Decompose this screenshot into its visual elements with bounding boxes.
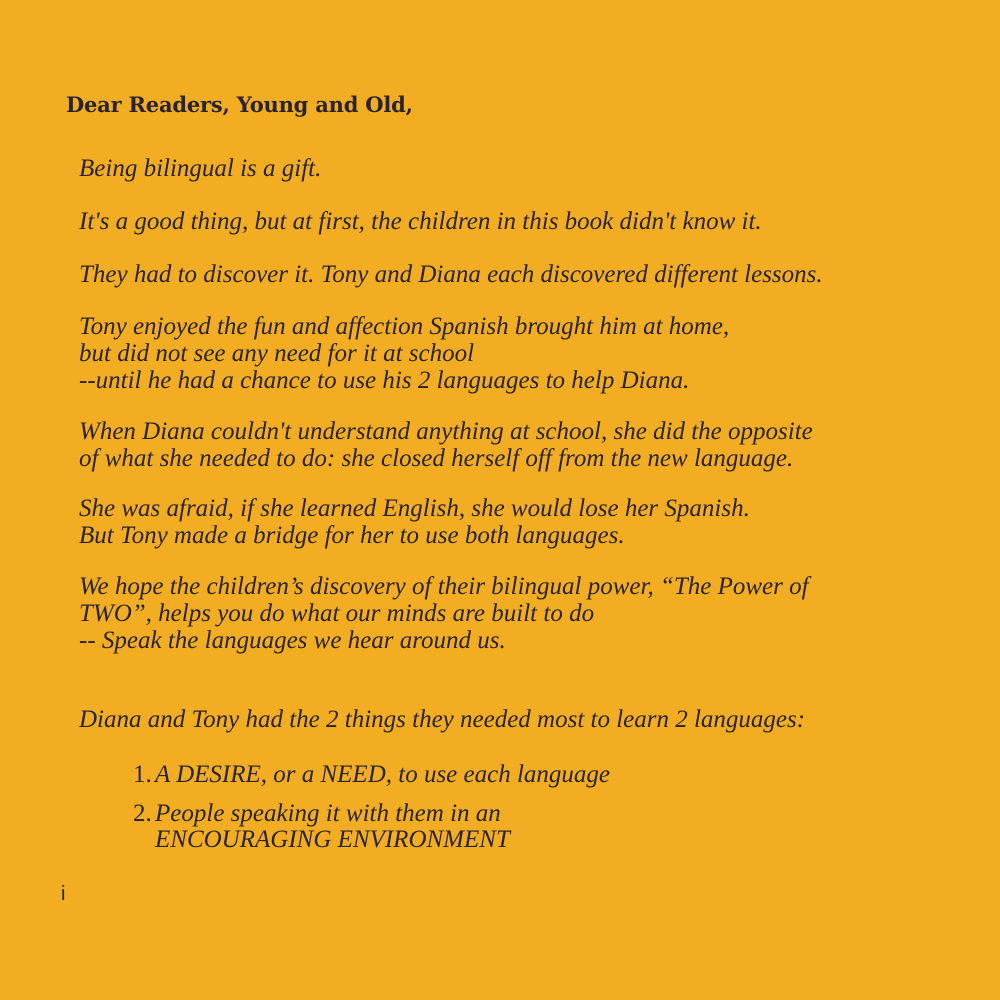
salutation-heading: Dear Readers, Young and Old, [66, 92, 413, 117]
paragraph-line: She was afraid, if she learned English, she would lose her Spanish. [79, 495, 750, 522]
paragraph-line: When Diana couldn't understand anything at school, she did the opposite [79, 418, 813, 445]
list-item [133, 800, 501, 827]
list-item-continuation [133, 826, 510, 853]
list-item-text: ENCOURAGING ENVIRONMENT [155, 826, 510, 853]
paragraph-line: We hope the children’s discovery of their bilingual power, “The Power of [79, 573, 809, 600]
paragraph-line: Being bilingual is a gift. [79, 155, 322, 182]
paragraph-line: of what she needed to do: she closed herself off from the new language. [79, 445, 794, 472]
paragraph-line: but did not see any need for it at school [79, 340, 475, 367]
list-item [133, 761, 610, 788]
paragraph-line: Diana and Tony had the 2 things they needed most to learn 2 languages: [79, 706, 806, 733]
page-number: i [61, 883, 66, 905]
paragraph-line: But Tony made a bridge for her to use both languages. [79, 522, 625, 549]
list-item-text: People speaking it with them in an [155, 800, 501, 827]
paragraph-line: TWO”, helps you do what our minds are built to do [79, 600, 595, 627]
paragraph-line: Tony enjoyed the fun and affection Spanish brought him at home, [79, 313, 730, 340]
list-number: 1. [133, 761, 152, 788]
list-number: 2. [133, 800, 152, 827]
paragraph-line: --until he had a chance to use his 2 languages to help Diana. [79, 367, 690, 394]
list-item-text: A DESIRE, or a NEED, to use each language [155, 761, 611, 788]
paragraph-line: They had to discover it. Tony and Diana each discovered different lessons. [79, 261, 823, 288]
paragraph-line: -- Speak the languages we hear around us. [79, 627, 506, 654]
paragraph-line: It's a good thing, but at first, the children in this book didn't know it. [79, 208, 762, 235]
